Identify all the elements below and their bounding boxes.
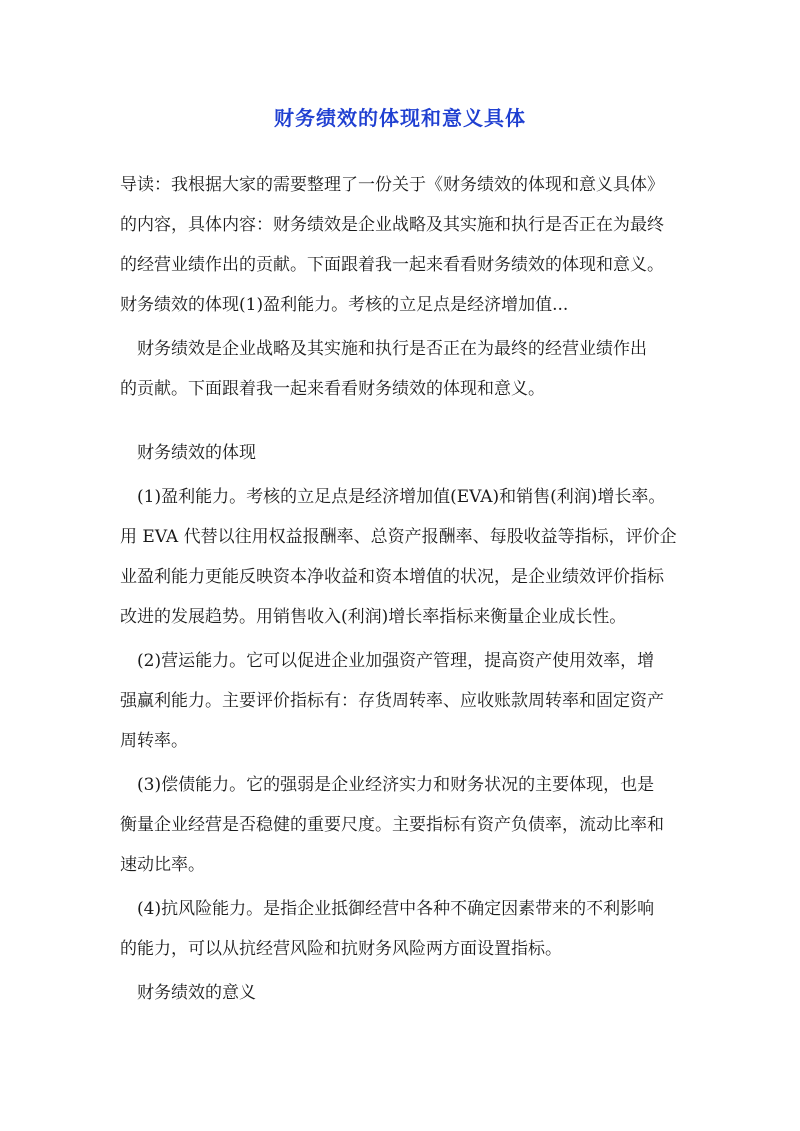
paragraph-line: 衡量企业经营是否稳健的重要尺度。主要指标有资产负债率，流动比率和	[120, 815, 664, 835]
paragraph-line: 用 EVA 代替以往用权益报酬率、总资产报酬率、每股收益等指标，评价企	[120, 527, 677, 547]
paragraph-line: 速动比率。	[120, 855, 205, 875]
paragraph-line: (1)盈利能力。考核的立足点是经济增加值(EVA)和销售(利润)增长率。	[137, 487, 666, 507]
paragraph-line: 的内容，具体内容：财务绩效是企业战略及其实施和执行是否正在为最终	[120, 215, 664, 235]
document-title: 财务绩效的体现和意义具体	[274, 106, 526, 130]
paragraph-line: 导读：我根据大家的需要整理了一份关于《财务绩效的体现和意义具体》	[120, 175, 664, 195]
paragraph-line: 财务绩效是企业战略及其实施和执行是否正在为最终的经营业绩作出	[137, 339, 647, 359]
paragraph-line: 财务绩效的意义	[137, 983, 256, 1003]
paragraph-line: 的经营业绩作出的贡献。下面跟着我一起来看看财务绩效的体现和意义。	[120, 255, 664, 275]
paragraph-line: 的贡献。下面跟着我一起来看看财务绩效的体现和意义。	[120, 379, 545, 399]
paragraph-line: 财务绩效的体现	[137, 443, 256, 463]
paragraph-line: 强赢利能力。主要评价指标有：存货周转率、应收账款周转率和固定资产	[120, 691, 664, 711]
paragraph-line: 改进的发展趋势。用销售收入(利润)增长率指标来衡量企业成长性。	[120, 607, 627, 627]
paragraph-line: (4)抗风险能力。是指企业抵御经营中各种不确定因素带来的不利影响	[137, 899, 655, 919]
paragraph-line: 周转率。	[120, 731, 188, 751]
paragraph-line: (3)偿债能力。它的强弱是企业经济实力和财务状况的主要体现，也是	[137, 775, 655, 795]
paragraph-line: 业盈利能力更能反映资本净收益和资本增值的状况，是企业绩效评价指标	[120, 567, 664, 587]
paragraph-line: 的能力，可以从抗经营风险和抗财务风险两方面设置指标。	[120, 939, 562, 959]
paragraph-line: 财务绩效的体现(1)盈利能力。考核的立足点是经济增加值...	[120, 295, 569, 315]
paragraph-line: (2)营运能力。它可以促进企业加强资产管理，提高资产使用效率，增	[137, 651, 655, 671]
